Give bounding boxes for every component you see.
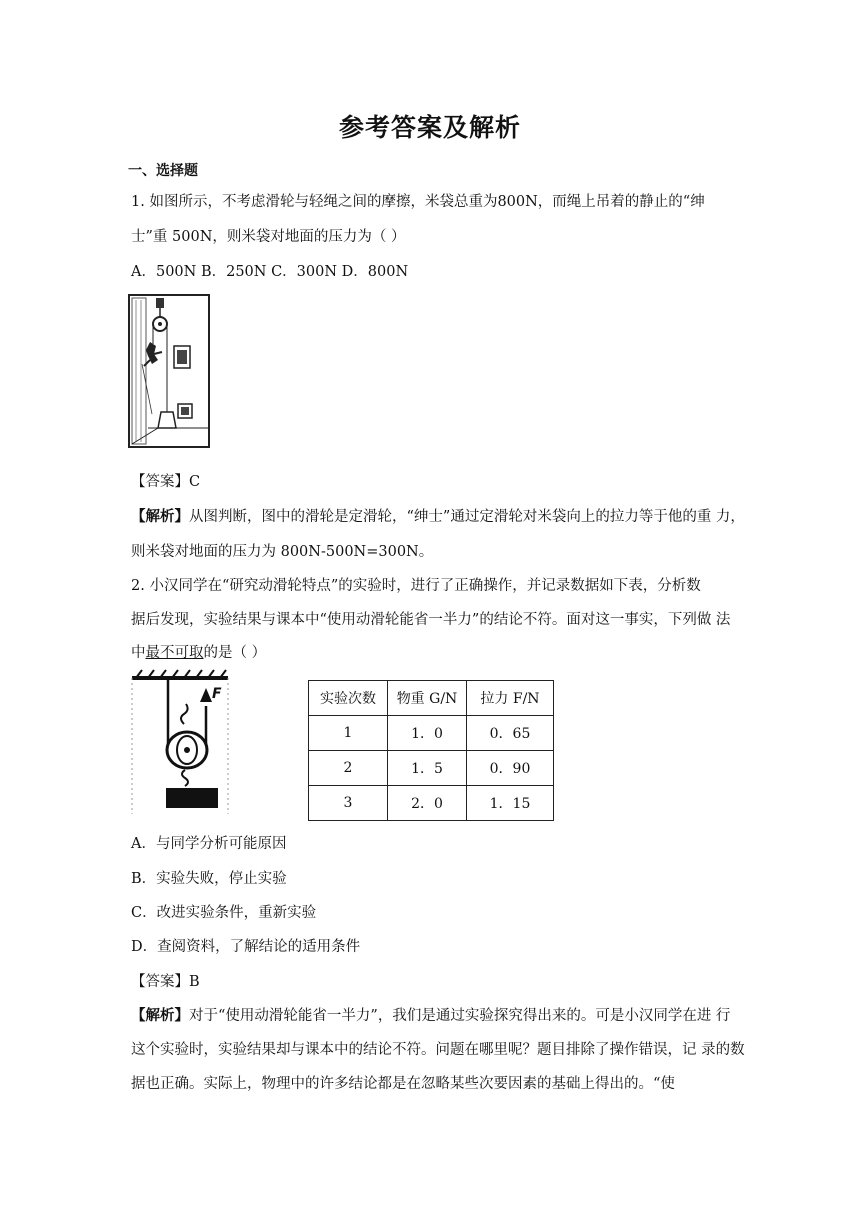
section-heading: 一、选择题: [128, 163, 198, 179]
table-header-cell: 物重 G/N: [388, 681, 467, 716]
table-cell: 1．0: [388, 716, 467, 751]
q1-answer: 【答案】C: [131, 474, 201, 490]
q1-stem-line2: 士”重 500N，则米袋对地面的压力为（ ）: [131, 229, 406, 245]
table-cell: 1: [309, 716, 388, 751]
table-cell: 2: [309, 751, 388, 786]
q2-analysis-line3: 据也正确。实际上，物理中的许多结论都是在忽略某些次要因素的基础上得出的。“使: [131, 1076, 675, 1092]
table-cell: 0．90: [467, 751, 554, 786]
table-cell: 0．65: [467, 716, 554, 751]
table-cell: 2．0: [388, 786, 467, 821]
table-row: [309, 751, 554, 786]
force-label: F: [212, 686, 222, 702]
table-header-cell: 拉力 F/N: [467, 681, 554, 716]
q1-stem-line1: 1. 如图所示，不考虑滑轮与轻绳之间的摩擦，米袋总重为800N，而绳上吊着的静止的“绅: [131, 194, 705, 210]
table-cell: 1．15: [467, 786, 554, 821]
q1-options: A．500N B．250N C．300N D．800N: [131, 264, 409, 280]
table-header-cell: 实验次数: [309, 681, 388, 716]
q2-analysis-line1: 【解析】对于“使用动滑轮能省一半力”，我们是通过实验探究得出来的。可是小汉同学在进 行: [131, 1007, 731, 1024]
q2-stem-line1: 2. 小汉同学在“研究动滑轮特点”的实验时，进行了正确操作，并记录数据如下表，分析数: [131, 578, 701, 594]
q2-stem-line2: 据后发现，实验结果与课本中“使用动滑轮能省一半力”的结论不符。面对这一事实，下列做 法: [131, 612, 731, 628]
q1-pulley-figure: [128, 294, 210, 450]
data-table: [308, 680, 554, 821]
q2-option-b: B．实验失败，停止实验: [131, 871, 287, 887]
q2-option-a: A．与同学分析可能原因: [131, 836, 287, 852]
table-header-row: [309, 681, 554, 716]
q2-option-c: C．改进实验条件，重新实验: [131, 905, 317, 921]
q2-movable-pulley-figure: [128, 666, 232, 814]
q2-answer: 【答案】B: [131, 974, 200, 990]
table-row: [309, 716, 554, 751]
q1-analysis-line2: 则米袋对地面的压力为 800N-500N=300N。: [131, 544, 434, 560]
table-cell: 1．5: [388, 751, 467, 786]
q2-stem-line3: 中最不可取的是（ ）: [131, 645, 267, 661]
q2-option-d: D．查阅资料，了解结论的适用条件: [131, 939, 361, 955]
table-cell: 3: [309, 786, 388, 821]
q2-analysis-line2: 这个实验时，实验结果却与课本中的结论不符。问题在哪里呢？题目排除了操作错误，记 录的数: [131, 1042, 745, 1058]
q1-analysis-line1: 【解析】从图判断，图中的滑轮是定滑轮，“绅士”通过定滑轮对米袋向上的拉力等于他的重 力，: [131, 508, 745, 525]
table-row: [309, 786, 554, 821]
page-title: 参考答案及解析: [338, 113, 521, 142]
